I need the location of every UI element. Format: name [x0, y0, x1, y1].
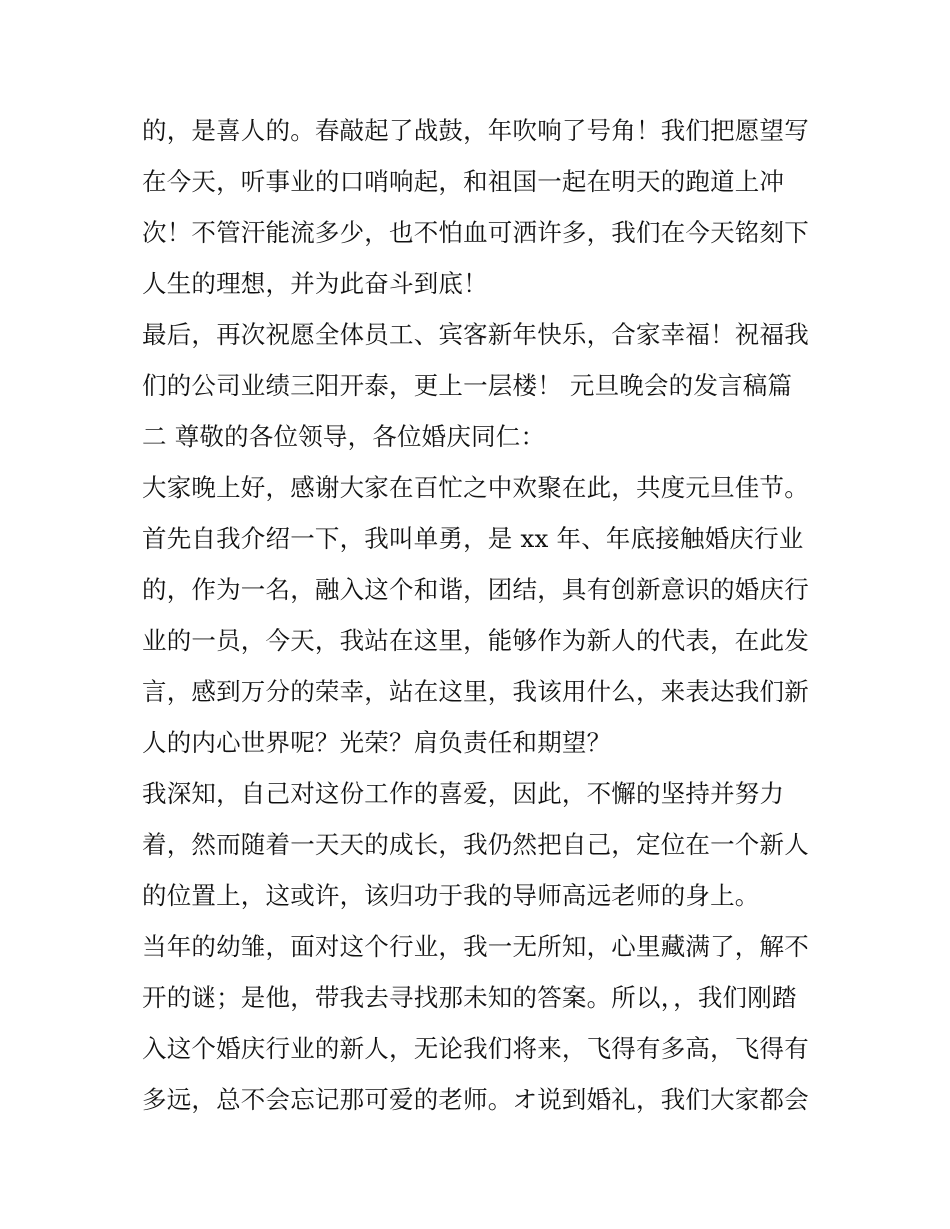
text-line: 首先自我介绍一下，我叫单勇，是 xx 年、年底接触婚庆行业	[142, 524, 804, 553]
text-line: 言，感到万分的荣幸，站在这里，我该用什么，来表达我们新	[142, 677, 809, 706]
text-line: 当年的幼雏，面对这个行业，我一无所知，心里藏满了，解不	[142, 932, 809, 961]
text-line: 人的内心世界呢？光荣？肩负责任和期望？	[142, 728, 612, 757]
text-line: 入这个婚庆行业的新人，无论我们将来，飞得有多高，飞得有	[142, 1034, 809, 1063]
document-body-text	[142, 108, 822, 1128]
text-line: 开的谜；是他，带我去寻找那未知的答案。所以，，我们刚踏	[142, 983, 797, 1012]
text-line: 的，是喜人的。春敲起了战鼓，年吹响了号角！我们把愿望写	[142, 116, 809, 145]
text-line: 在今天，听事业的口哨响起，和祖国一起在明天的跑道上冲	[142, 167, 785, 196]
text-line: 们的公司业绩三阳开泰，更上一层楼！ 元旦晚会的发言稿篇	[142, 371, 793, 400]
text-line: 多远，总不会忘记那可爱的老师。オ说到婚礼，我们大家都会	[142, 1085, 809, 1114]
text-line: 二 尊敬的各位领导，各位婚庆同仁：	[142, 422, 546, 451]
text-line: 大家晚上好，感谢大家在百忙之中欢聚在此，共度元旦佳节。	[142, 473, 809, 502]
text-line: 着，然而随着一天天的成长，我仍然把自己，定位在一个新人	[142, 830, 809, 859]
text-line: 最后，再次祝愿全体员工、宾客新年快乐，合家幸福！祝福我	[142, 320, 809, 349]
text-line: 业的一员，今天，我站在这里，能够作为新人的代表，在此发	[142, 626, 809, 655]
text-line: 我深知，自己对这份工作的喜爱，因此，不懈的坚持并努力	[142, 779, 785, 808]
text-line: 次！不管汗能流多少，也不怕血可洒许多，我们在今天铭刻下	[142, 218, 809, 247]
text-line: 的，作为一名，融入这个和谐，团结，具有创新意识的婚庆行	[142, 575, 809, 604]
text-line: 的位置上，这或许，该归功于我的导师高远老师的身上。	[142, 881, 760, 910]
text-line: 人生的理想，并为此奋斗到底！	[142, 269, 488, 298]
